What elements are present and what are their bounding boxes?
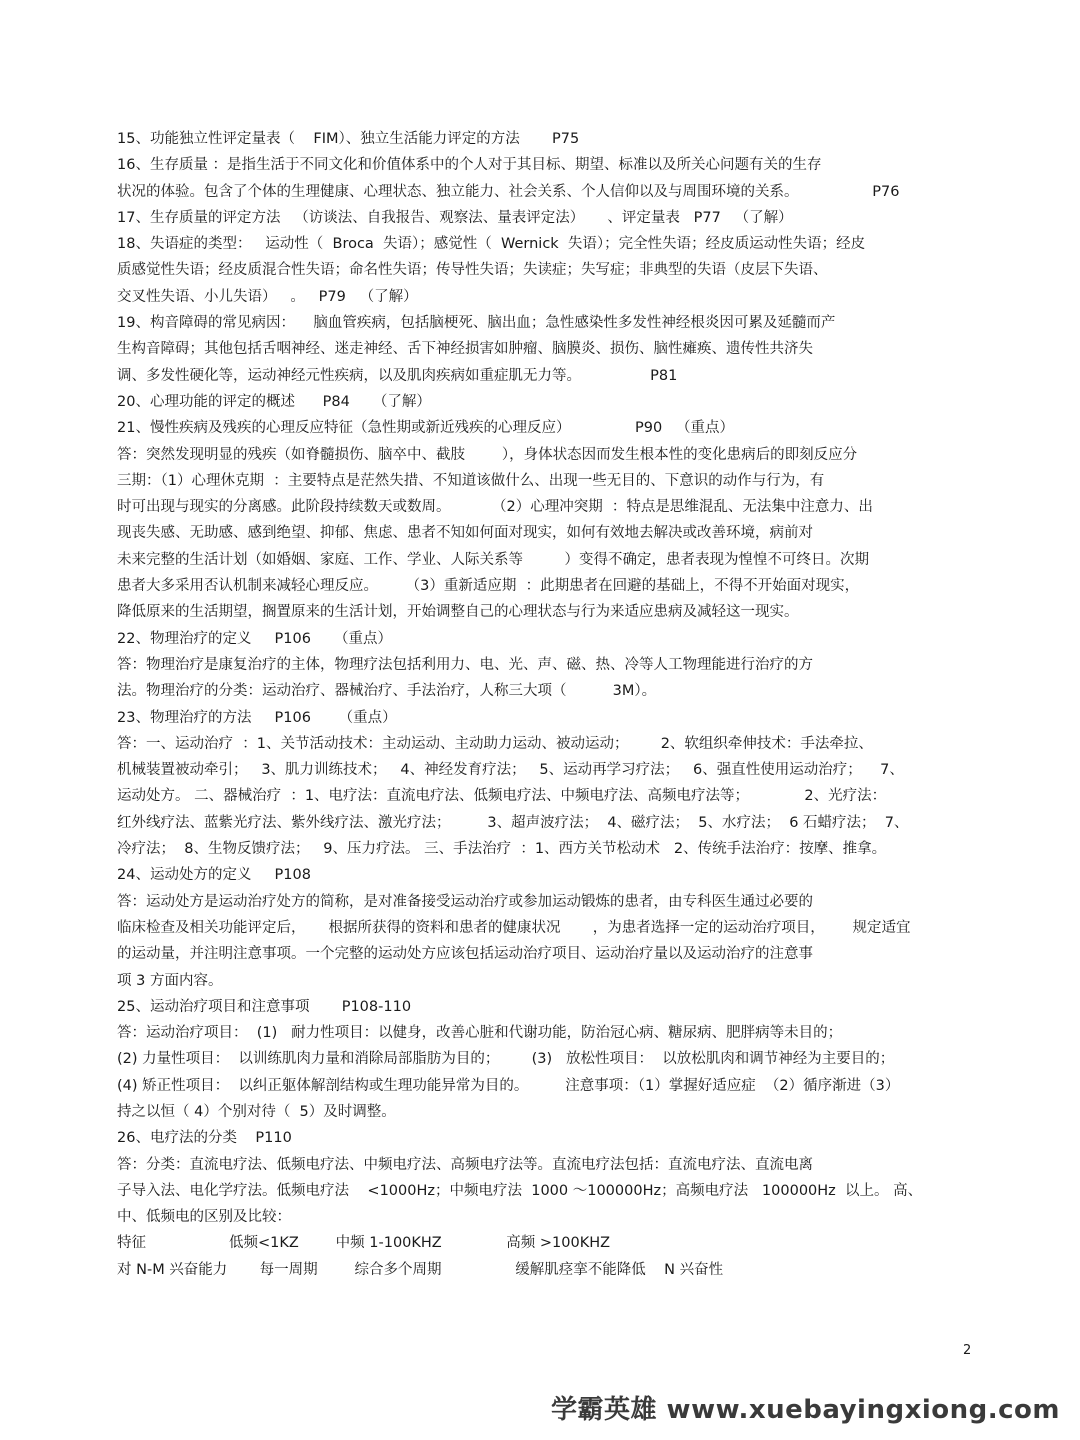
text-line: 18、失语症的类型： 运动性（ Broca 失语）；感觉性（ Wernick 失语）；完全性失语；经皮质运动性失语；经皮 — [117, 236, 866, 253]
document-body — [117, 126, 987, 1283]
text-line: 时可出现与现实的分离感。此阶段持续数天或数周。 （2）心理冲突期 ：特点是思维混乱、无法集中注意力、出 — [117, 499, 873, 516]
text-line: 25、运动治疗项目和注意事项 P108-110 — [117, 998, 412, 1015]
text-line: 答：分类：直流电疗法、低频电疗法、中频电疗法、高频电疗法等。直流电疗法包括：直流电疗法、直流电离 — [117, 1156, 813, 1173]
text-line: 子导入法、电化学疗法。低频电疗法 <1000Hz；中频电疗法 1000 ～100000Hz；高频电疗法 100000Hz 以上。 高、 — [117, 1182, 923, 1199]
text-line: 答：一、运动治疗 ：1、关节活动技术：主动运动、主动助力运动、被动运动； 2、软组织牵伸技术：手法牵拉、 — [117, 735, 873, 752]
text-line: 中、低频电的区别及比较： — [117, 1209, 291, 1226]
text-line: 21、慢性疾病及残疾的心理反应特征（急性期或新近残疾的心理反应） P90 （重点） — [117, 420, 734, 437]
text-line: 持之以恒（ 4）个别对待（ 5）及时调整。 — [117, 1103, 396, 1120]
text-line: 答：运动治疗项目： (1) 耐力性项目：以健身，改善心脏和代谢功能，防治冠心病、糖尿病、肥胖病等未目的； — [117, 1025, 843, 1042]
text-line: 的运动量，并注明注意事项。一个完整的运动处方应该包括运动治疗项目、运动治疗量以及运动治疗的注意事 — [117, 946, 813, 963]
text-line: (2) 力量性项目： 以训练肌肉力量和消除局部脂肪为目的； (3) 放松性项目： 以放松肌肉和调节神经为主要目的； — [117, 1051, 895, 1068]
text-line: 22、物理治疗的定义 P106 （重点） — [117, 630, 392, 647]
text-line: 23、物理治疗的方法 P106 （重点） — [117, 709, 397, 726]
text-line: 15、功能独立性评定量表（ FIM）、独立生活能力评定的方法 P75 — [117, 131, 580, 147]
text-line: 项 3 方面内容。 — [117, 972, 223, 989]
text-line: 运动处方。 二、器械治疗 ：1、电疗法：直流电疗法、低频电疗法、中频电疗法、高频电疗法等； 2、光疗法： — [117, 788, 887, 805]
text-line: 临床检查及相关功能评定后， 根据所获得的资料和患者的健康状况 ，为患者选择一定的运动治疗项目， 规定适宜 — [117, 919, 911, 936]
text-line: 答：物理治疗是康复治疗的主体，物理疗法包括利用力、电、光、声、磁、热、冷等人工物理能进行治疗的方 — [117, 656, 813, 673]
text-line: 质感觉性失语；经皮质混合性失语；命名性失语；传导性失语；失读症；失写症；非典型的失语（皮层下失语、 — [117, 262, 828, 279]
text-line: 生构音障碍；其他包括舌咽神经、迷走神经、舌下神经损害如肿瘤、脑膜炎、损伤、脑性瘫痪、遗传性共济失 — [117, 341, 813, 358]
text-line: 20、心理功能的评定的概述 P84 （了解） — [117, 393, 431, 410]
text-line: 三期：（1）心理休克期 ：主要特点是茫然失措、不知道该做什么、出现一些无目的、下意识的动作与行为，有 — [117, 472, 825, 489]
text-line: 16、生存质量 ：是指生活于不同文化和价值体系中的个人对于其目标、期望、标准以及所关心问题有关的生存 — [117, 157, 822, 174]
text-line: 红外线疗法、蓝紫光疗法、紫外线疗法、激光疗法； 3、超声波疗法； 4、磁疗法； 5、水疗法； 6 石蜡疗法； 7、 — [117, 814, 909, 831]
watermark: 学霸英雄 www.xuebayingxiong.com — [551, 1395, 1060, 1425]
text-line: 调、多发性硬化等，运动神经元性疾病，以及肌肉疾病如重症肌无力等。 P81 — [117, 367, 678, 384]
text-line: 交叉性失语、小儿失语） 。 P79 （了解） — [117, 288, 418, 305]
text-line: 对 N-M 兴奋能力 每一周期 综合多个周期 缓解肌痉挛不能降低 N 兴奋性 — [117, 1261, 724, 1278]
text-line: 状况的体验。包含了个体的生理健康、心理状态、独立能力、社会关系、个人信仰以及与周围环境的关系。 P76 — [117, 183, 900, 200]
text-line: 答：突然发现明显的残疾（如脊髓损伤、脑卒中、截肢 ），身体状态因而发生根本性的变化患病后的即刻反应分 — [117, 446, 858, 463]
text-line: 24、运动处方的定义 P108 — [117, 867, 311, 884]
text-line: 降低原来的生活期望，搁置原来的生活计划，开始调整自己的心理状态与行为来适应患病及减轻这一现实。 — [117, 604, 799, 621]
text-line: 法。物理治疗的分类：运动治疗、器械治疗、手法治疗，人称三大项（ 3M）。 — [117, 683, 657, 700]
text-line: 19、构音障碍的常见病因： 脑血管疾病，包括脑梗死、脑出血；急性感染性多发性神经根炎因可累及延髓而产 — [117, 315, 836, 332]
text-line: (4) 矫正性项目： 以纠正躯体解剖结构或生理功能异常为目的。 注意事项：（1）掌握好适应症 （2）循序渐进（3） — [117, 1077, 900, 1094]
text-line: 患者大多采用否认机制来减轻心理反应。 （3）重新适应期 ：此期患者在回避的基础上，不得不开始面对现实， — [117, 578, 860, 595]
text-line: 17、生存质量的评定方法 （访谈法、自我报告、观察法、量表评定法） 、评定量表 P77 （了解） — [117, 209, 793, 226]
text-line: 答：运动处方是运动治疗处方的简称，是对准备接受运动治疗或参加运动锻炼的患者，由专科医生通过必要的 — [117, 893, 813, 910]
text-line: 特征 低频<1KZ 中频 1-100KHZ 高频 >100KHZ — [117, 1235, 611, 1252]
text-line: 未来完整的生活计划（如婚姻、家庭、工作、学业、人际关系等 ）变得不确定，患者表现为惶惶不可终日。次期 — [117, 551, 869, 568]
text-line: 机械装置被动牵引； 3、肌力训练技术； 4、神经发育疗法； 5、运动再学习疗法； 6、强直性使用运动治疗； 7、 — [117, 762, 904, 779]
page-number: 2 — [963, 1343, 972, 1358]
text-line: 冷疗法； 8、生物反馈疗法； 9、压力疗法。 三、手法治疗 ：1、西方关节松动术 2、传统手法治疗：按摩、推拿。 — [117, 841, 887, 858]
text-line: 现丧失感、无助感、感到绝望、抑郁、焦虑、患者不知如何面对现实，如何有效地去解决或改善环境，病前对 — [117, 525, 813, 542]
text-line: 26、电疗法的分类 P110 — [117, 1130, 292, 1147]
